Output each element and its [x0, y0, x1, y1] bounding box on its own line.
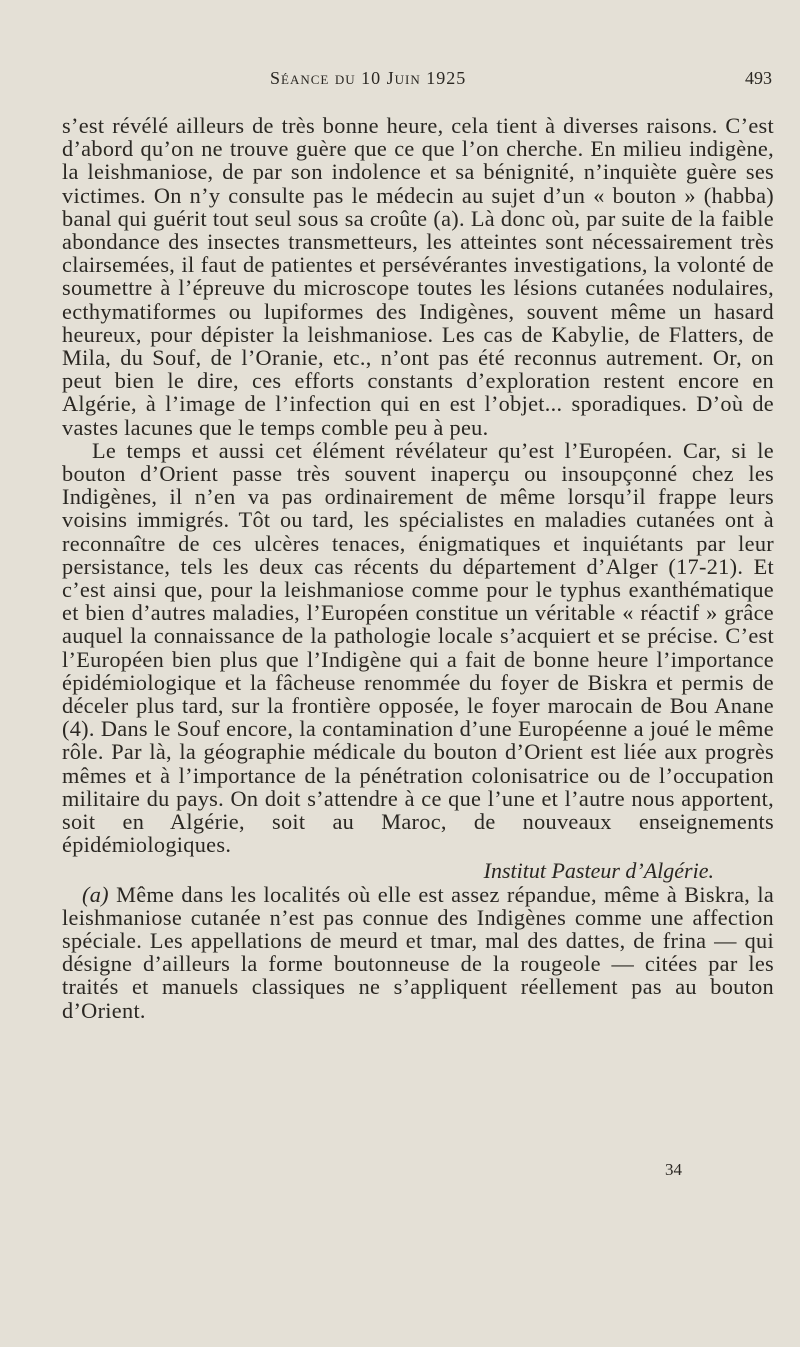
paragraph-european: Le temps et aussi cet élément révélateur qu’est l’Européen. Car, si le bouton d’Orient passe très souvent inaperçu ou insoupçonné chez les Indigènes, il n’en va pas ordinairement de même lorsqu’il frappe leurs voisins immigrés. Tôt ou tard, les spécialistes en maladies cutanées ont à reconnaître de ces ulcères tenaces, énigmatiques et inquiétants par leur persistance, tels les deux cas récents du département d’Alger (17-21). Et c’est ainsi que, pour la leishmaniose comme pour le typhus exanthématique et bien d’autres maladies, l’Européen constitue un véritable « réactif » grâce auquel la connaissance de la pathologie locale s’acquiert et se précise. C’est l’Européen bien plus que l’Indigène qui a fait de bonne heure l’importance épidémiologique et la fâcheuse renommée du foyer de Biskra et permis de déceler plus tard, sur la frontière opposée, le foyer marocain de Bou Anane (4). Dans le Souf encore, la contamination d’une Européenne a joué le même rôle. Par là, la géographie médicale du bouton d’Orient est liée aux progrès mêmes et à l’importance de la pénétration colonisatrice ou de l’occupation militaire du pays. On doit s’attendre à ce que l’une et l’autre nous apportent, soit en Algérie, soit au Maroc, de nouveaux enseignements épidémiologiques. — [62, 437, 774, 858]
body-text — [62, 114, 774, 1022]
running-head — [0, 68, 800, 96]
footnote-mark: (a) — [82, 881, 109, 907]
running-title: Séance du 10 Juin 1925 — [270, 68, 467, 88]
footnote — [62, 883, 774, 1022]
institution-signature: Institut Pasteur d’Algérie. — [483, 857, 714, 883]
footnote-text: Même dans les localités où elle est assez répandue, même à Biskra, la leishmaniose cutanée n’est pas connue des Indigènes comme une affection spéciale. Les appellations de meurd et tmar, mal des dattes, de frina — qui désigne d’ailleurs la forme boutonneuse de la rougeole — citées par les traités et manuels classiques ne s’appliquent réellement pas au bouton d’Orient. — [62, 881, 775, 1023]
paragraph-continuation: s’est révélé ailleurs de très bonne heure, cela tient à diverses raisons. C’est d’abord qu’on ne trouve guère que ce que l’on cherche. En milieu indigène, la leishmaniose, de par son indolence et sa bénignité, n’inquiète guère ses victimes. On n’y consulte pas le médecin au sujet d’un « bouton » (habba) banal qui guérit tout seul sous sa croûte (a). Là donc où, par suite de la faible abondance des insectes transmetteurs, les atteintes sont nécessairement très clairsemées, il faut de patientes et persévérantes investigations, la volonté de soumettre à l’épreuve du microscope toutes les lésions cutanées nodulaires, ecthymatiformes ou lupiformes des Indigènes, souvent même un hasard heureux, pour dépister la leishmaniose. Les cas de Kabylie, de Flatters, de Mila, du Souf, de l’Oranie, etc., n’ont pas été reconnus autrement. Or, on peut bien le dire, ces efforts constants d’exploration restent encore en Algérie, à l’image de l’infection qui en est l’objet... sporadiques. D’où de vastes lacunes que le temps comble peu à peu. — [62, 113, 774, 440]
page-number: 493 — [745, 68, 772, 88]
sheet-signature: 34 — [665, 1160, 682, 1179]
